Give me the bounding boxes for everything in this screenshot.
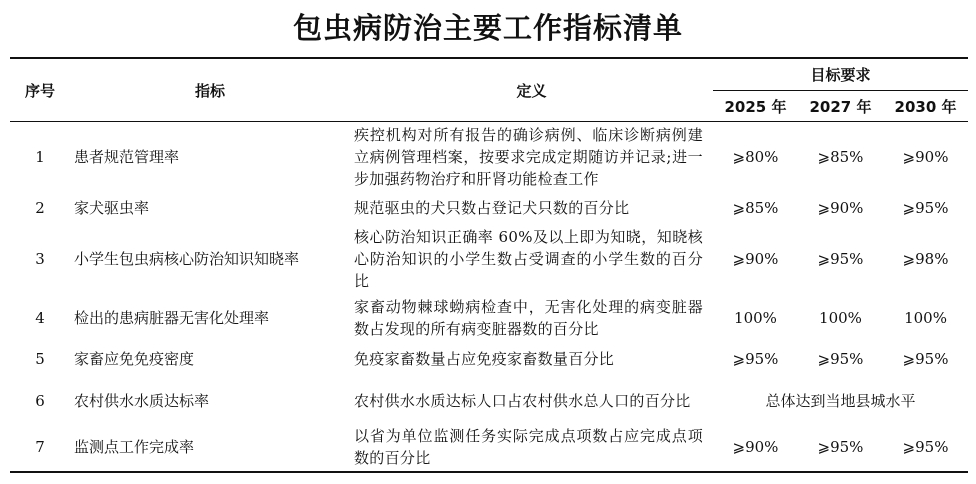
row-number: 4 — [35, 308, 45, 327]
row-value-2025: ⩾90% — [732, 250, 779, 268]
header-year-2030: 2030 年 — [883, 91, 968, 122]
row-value-2025: ⩾85% — [732, 198, 779, 217]
row-value-merged: 总体达到当地县城水平 — [765, 391, 916, 410]
row-indicator: 家犬驱虫率 — [74, 198, 150, 217]
row-value-2030: ⩾95% — [902, 349, 949, 368]
row-number: 1 — [35, 148, 45, 167]
table-row — [10, 223, 968, 296]
row-value-2030: ⩾95% — [902, 438, 949, 456]
table-row — [10, 122, 968, 193]
table-row — [10, 424, 968, 472]
row-value-2030: ⩾90% — [902, 148, 949, 167]
row-value-2030: ⩾95% — [902, 198, 949, 217]
header-year-2025: 2025 年 — [713, 91, 798, 122]
row-number: 7 — [35, 438, 45, 456]
row-value-2027: ⩾95% — [817, 349, 864, 368]
row-number: 2 — [35, 198, 45, 217]
row-number: 6 — [35, 391, 45, 410]
header-index: 序号 — [10, 58, 70, 122]
document-title: 包虫病防治主要工作指标清单 — [292, 11, 683, 45]
row-indicator: 农村供水水质达标率 — [74, 391, 210, 410]
row-indicator: 家畜应免免疫密度 — [74, 349, 195, 368]
indicator-table — [10, 57, 968, 473]
row-indicator: 患者规范管理率 — [74, 148, 180, 167]
table-row — [10, 193, 968, 223]
header-year-2027: 2027 年 — [798, 91, 883, 122]
table-row — [10, 340, 968, 378]
row-definition: 核心防治知识正确率 60%及以上即为知晓，知晓核心防治知识的小学生数占受调查的小学生数的百分比 — [354, 228, 703, 290]
row-indicator: 监测点工作完成率 — [74, 438, 195, 456]
row-value-2030: 100% — [904, 308, 947, 327]
header-indicator: 指标 — [70, 58, 350, 122]
row-definition: 疾控机构对所有报告的确诊病例、临床诊断病例建立病例管理档案，按要求完成定期随访并记录;进一步加强药物治疗和肝肾功能检查工作 — [354, 126, 703, 189]
row-definition: 以省为单位监测任务实际完成点项数占应完成点项数的百分比 — [354, 427, 703, 467]
row-definition: 家畜动物棘球蚴病检查中，无害化处理的病变脏器数占发现的所有病变脏器数的百分比 — [354, 297, 703, 338]
row-value-2027: ⩾85% — [817, 148, 864, 167]
row-value-2030: ⩾98% — [902, 250, 949, 268]
header-definition: 定义 — [350, 58, 713, 122]
row-indicator: 小学生包虫病核心防治知识知晓率 — [74, 250, 300, 268]
row-value-2027: 100% — [819, 308, 862, 327]
row-value-2027: ⩾95% — [817, 250, 864, 268]
row-number: 3 — [35, 250, 45, 268]
row-definition: 农村供水水质达标人口占农村供水总人口的百分比 — [354, 391, 691, 410]
table-row — [10, 378, 968, 424]
row-value-2025: ⩾95% — [732, 349, 779, 368]
row-definition: 免疫家畜数量占应免疫家畜数量百分比 — [354, 349, 615, 368]
row-number: 5 — [35, 349, 45, 368]
row-definition: 规范驱虫的犬只数占登记犬只数的百分比 — [354, 198, 630, 217]
table-row — [10, 296, 968, 340]
header-target: 目标要求 — [713, 58, 968, 91]
row-indicator: 检出的患病脏器无害化处理率 — [74, 308, 270, 327]
row-value-2025: ⩾90% — [732, 438, 779, 456]
row-value-2025: 100% — [734, 308, 777, 327]
row-value-2027: ⩾95% — [817, 438, 864, 456]
row-value-2027: ⩾90% — [817, 198, 864, 217]
row-value-2025: ⩾80% — [732, 148, 779, 167]
